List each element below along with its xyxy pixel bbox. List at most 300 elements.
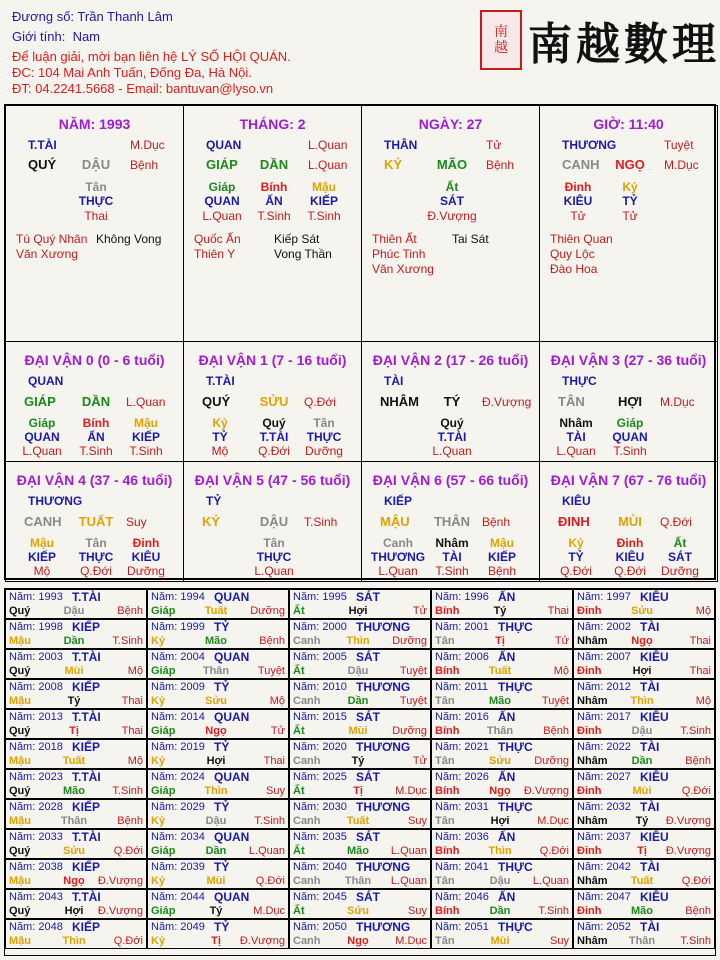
earthly-branch: DẦN bbox=[259, 157, 289, 172]
hidden-stem: Kỷ bbox=[568, 536, 584, 550]
life-stage: Bệnh bbox=[259, 635, 285, 647]
year-prefix: Năm: bbox=[293, 891, 320, 903]
ten-god-label: THƯƠNG bbox=[356, 860, 411, 874]
earthly-branch: SỬU bbox=[259, 394, 289, 409]
year-branch: Tị bbox=[211, 935, 221, 947]
year-branch: Tị bbox=[495, 635, 505, 647]
auspicious-star: Tú Quý Nhân bbox=[16, 232, 88, 246]
ten-god-label: QUAN bbox=[214, 890, 250, 904]
hidden-god: THỰC bbox=[306, 430, 342, 444]
year-cell bbox=[573, 679, 715, 709]
earthly-branch: MÙI bbox=[618, 514, 642, 529]
year-label bbox=[9, 681, 63, 693]
owner-line bbox=[12, 8, 173, 25]
year-branch: Thân bbox=[486, 725, 514, 737]
ten-god-label: TÀI bbox=[640, 920, 660, 934]
year-branch: Ngọ bbox=[489, 785, 511, 797]
pillar-title: THÁNG: 2 bbox=[239, 116, 306, 132]
life-stage: Mộ bbox=[695, 605, 711, 617]
year-branch: Thìn bbox=[204, 785, 228, 797]
life-stage: Q.Đới bbox=[304, 395, 336, 409]
year-number: 1999 bbox=[177, 621, 205, 633]
year-branch: Hợi bbox=[348, 605, 368, 617]
life-stage: Thai bbox=[689, 665, 711, 677]
hidden-god: KIẾP bbox=[309, 194, 339, 208]
hidden-stage: Tử bbox=[570, 209, 586, 223]
life-stage: Suy bbox=[126, 515, 147, 529]
ten-god-label: KIẾP bbox=[72, 800, 101, 814]
ten-god-label: KIẾP bbox=[384, 494, 413, 508]
ten-god-label: TÀI bbox=[640, 800, 660, 814]
year-number: 2029 bbox=[177, 801, 205, 813]
year-stem: Bính bbox=[435, 905, 460, 917]
ten-god-label: T.TÀI bbox=[72, 770, 101, 784]
year-cell bbox=[431, 829, 573, 859]
dai-van-title: ĐẠI VẬN 2 (17 - 26 tuổi) bbox=[372, 352, 529, 368]
hidden-stage: Thai bbox=[84, 209, 108, 223]
life-stage: Dưỡng bbox=[392, 725, 427, 737]
ten-god-label: SÁT bbox=[356, 590, 380, 604]
year-number: 2025 bbox=[319, 771, 347, 783]
year-cell bbox=[431, 919, 573, 949]
life-stage: Bệnh bbox=[685, 755, 711, 767]
year-stem: Ất bbox=[293, 725, 305, 737]
year-number: 2032 bbox=[603, 801, 631, 813]
year-prefix: Năm: bbox=[293, 651, 320, 663]
hidden-stage: Dưỡng bbox=[127, 564, 165, 578]
year-number: 2005 bbox=[319, 651, 347, 663]
life-stage: L.Quan bbox=[126, 395, 166, 409]
hidden-stem: Bính bbox=[82, 416, 110, 430]
life-stage: Mộ bbox=[127, 755, 143, 767]
year-branch: Sửu bbox=[630, 605, 654, 617]
ten-god-label: QUAN bbox=[214, 710, 250, 724]
hidden-god: SÁT bbox=[668, 550, 692, 564]
year-label bbox=[9, 741, 63, 753]
year-number: 2009 bbox=[177, 681, 205, 693]
year-branch: Tý bbox=[493, 605, 507, 617]
ten-god-label: T.TÀI bbox=[72, 590, 101, 604]
year-stem: Giáp bbox=[151, 605, 176, 617]
life-stage: Đ.Vượng bbox=[665, 815, 711, 827]
hidden-god: QUAN bbox=[204, 194, 240, 208]
year-branch: Ngọ bbox=[631, 635, 653, 647]
hidden-stem: Tân bbox=[313, 416, 335, 430]
year-number: 1993 bbox=[35, 591, 63, 603]
ten-god-label: THƯƠNG bbox=[356, 800, 411, 814]
hidden-god: T.TÀI bbox=[259, 430, 289, 444]
year-number: 2016 bbox=[461, 711, 489, 723]
year-label bbox=[151, 621, 205, 633]
seal-char: 南 bbox=[494, 24, 508, 40]
year-prefix: Năm: bbox=[435, 651, 462, 663]
ten-god-label: SÁT bbox=[356, 650, 380, 664]
life-stage: M.Dục bbox=[664, 158, 699, 172]
year-prefix: Năm: bbox=[9, 831, 36, 843]
hidden-god: THỰC bbox=[78, 550, 114, 564]
ten-god-label: KIÊU bbox=[640, 770, 669, 784]
year-cell bbox=[289, 619, 431, 649]
ten-god-label: SÁT bbox=[356, 710, 380, 724]
year-stem: Ất bbox=[293, 845, 305, 857]
year-prefix: Năm: bbox=[435, 801, 462, 813]
hidden-stage: T.Sinh bbox=[307, 209, 341, 223]
year-prefix: Năm: bbox=[435, 711, 462, 723]
year-prefix: Năm: bbox=[151, 921, 178, 933]
year-cell bbox=[431, 859, 573, 889]
ten-god-label: TÀI bbox=[384, 374, 404, 388]
heavenly-stem: QUÝ bbox=[28, 157, 57, 172]
pillar-title: NGÀY: 27 bbox=[418, 116, 483, 132]
year-branch: Hợi bbox=[490, 815, 510, 827]
year-cell bbox=[147, 859, 289, 889]
pillar-cell bbox=[183, 105, 362, 342]
year-stem: Kỷ bbox=[151, 635, 166, 647]
year-branch: Hợi bbox=[64, 905, 84, 917]
heavenly-stem: ĐINH bbox=[558, 514, 590, 529]
ten-god-label: TỶ bbox=[214, 860, 230, 874]
year-label bbox=[9, 921, 63, 933]
year-stem: Kỷ bbox=[151, 935, 166, 947]
year-stem: Ất bbox=[293, 605, 305, 617]
year-branch: Tuất bbox=[204, 605, 228, 617]
hidden-stage: Dưỡng bbox=[305, 444, 343, 458]
hidden-stage: T.Sinh bbox=[613, 444, 647, 458]
heavenly-stem: KỶ bbox=[202, 514, 221, 529]
year-stem: Mậu bbox=[9, 935, 31, 947]
year-cell bbox=[573, 829, 715, 859]
hidden-stem: Mậu bbox=[30, 536, 54, 550]
year-cell bbox=[289, 679, 431, 709]
heavenly-stem: TÂN bbox=[558, 394, 585, 409]
year-label bbox=[435, 771, 489, 783]
year-number: 2042 bbox=[603, 861, 631, 873]
year-number: 2036 bbox=[461, 831, 489, 843]
year-label bbox=[151, 831, 205, 843]
life-stage: Đ.Vượng bbox=[665, 845, 711, 857]
auspicious-star: Phúc Tinh bbox=[372, 247, 426, 261]
year-cell bbox=[147, 919, 289, 949]
year-label bbox=[293, 831, 347, 843]
year-prefix: Năm: bbox=[151, 801, 178, 813]
year-label bbox=[9, 621, 63, 633]
year-prefix: Năm: bbox=[151, 651, 178, 663]
star-label: Vong Thần bbox=[274, 247, 332, 261]
hidden-stage: Dưỡng bbox=[661, 564, 699, 578]
hidden-god: KIẾP bbox=[27, 550, 57, 564]
year-prefix: Năm: bbox=[577, 711, 604, 723]
year-branch: Dậu bbox=[489, 875, 511, 887]
hidden-god: TÀI bbox=[442, 550, 462, 564]
hidden-god: KIẾP bbox=[131, 430, 161, 444]
year-prefix: Năm: bbox=[435, 891, 462, 903]
dai-van-title: ĐẠI VẬN 7 (67 - 76 tuổi) bbox=[550, 472, 707, 488]
ten-god-label: THƯƠNG bbox=[356, 920, 411, 934]
ten-god-label: THỰC bbox=[498, 740, 533, 754]
year-label bbox=[435, 591, 489, 603]
year-cell bbox=[289, 709, 431, 739]
year-label bbox=[293, 861, 347, 873]
year-branch: Thân bbox=[628, 935, 656, 947]
ten-god-label: KIÊU bbox=[640, 650, 669, 664]
hidden-stage: L.Quan bbox=[378, 564, 418, 578]
year-number: 2048 bbox=[35, 921, 63, 933]
star-label: Kiếp Sát bbox=[274, 232, 320, 246]
year-branch: Tị bbox=[353, 785, 363, 797]
year-stem: Kỷ bbox=[151, 875, 166, 887]
year-label bbox=[577, 771, 631, 783]
hidden-stem: Tân bbox=[85, 180, 107, 194]
gender-value: Nam bbox=[72, 29, 101, 44]
year-label bbox=[9, 711, 63, 723]
year-number: 2037 bbox=[603, 831, 631, 843]
hidden-god: ẤN bbox=[87, 430, 105, 444]
ten-god-label: QUAN bbox=[214, 650, 250, 664]
hidden-stem: Đinh bbox=[616, 536, 644, 550]
year-cell bbox=[289, 769, 431, 799]
year-label bbox=[435, 801, 489, 813]
year-number: 2040 bbox=[319, 861, 347, 873]
hidden-god: ẤN bbox=[265, 194, 283, 208]
heavenly-stem: CANH bbox=[24, 514, 62, 529]
year-stem: Ất bbox=[293, 665, 305, 677]
hidden-stem: Kỷ bbox=[622, 180, 638, 194]
year-prefix: Năm: bbox=[293, 621, 320, 633]
chart-header bbox=[0, 0, 720, 104]
ten-god-label: THỰC bbox=[498, 620, 533, 634]
year-branch: Mùi bbox=[206, 875, 226, 887]
hidden-god: KIẾP bbox=[487, 550, 517, 564]
hidden-stage: Q.Đới bbox=[80, 564, 112, 578]
life-stage: M.Dục bbox=[537, 815, 569, 827]
hidden-stem: Quý bbox=[440, 416, 464, 430]
year-cell bbox=[289, 859, 431, 889]
ten-god-label: Tử bbox=[486, 138, 502, 152]
year-stem: Tân bbox=[435, 755, 455, 767]
year-prefix: Năm: bbox=[577, 801, 604, 813]
ten-god-label: KIÊU bbox=[640, 890, 669, 904]
ten-god-label: T.TÀI bbox=[72, 710, 101, 724]
life-stage: Bệnh bbox=[486, 158, 515, 172]
hidden-stem: Ất bbox=[445, 180, 459, 194]
year-number: 2020 bbox=[319, 741, 347, 753]
year-label bbox=[577, 921, 631, 933]
auspicious-star: Thiên Ất bbox=[372, 232, 417, 246]
year-stem: Mậu bbox=[9, 755, 31, 767]
year-label bbox=[435, 621, 489, 633]
year-cell bbox=[431, 889, 573, 919]
year-number: 2023 bbox=[35, 771, 63, 783]
year-label bbox=[435, 921, 489, 933]
ten-god-label: KIÊU bbox=[640, 710, 669, 724]
ten-god-label: ẤN bbox=[498, 650, 516, 664]
year-label bbox=[9, 771, 63, 783]
year-number: 1996 bbox=[461, 591, 489, 603]
year-number: 2041 bbox=[461, 861, 489, 873]
life-stage: Q.Đới bbox=[681, 785, 711, 797]
year-stem: Bính bbox=[435, 605, 460, 617]
year-number: 1997 bbox=[603, 591, 631, 603]
year-number: 2031 bbox=[461, 801, 489, 813]
dai-van-cell bbox=[183, 341, 362, 462]
hidden-stem: Quý bbox=[262, 416, 286, 430]
hidden-god: TỶ bbox=[568, 550, 584, 564]
year-cell bbox=[5, 679, 147, 709]
year-prefix: Năm: bbox=[9, 591, 36, 603]
heavenly-stem: NHÂM bbox=[380, 394, 419, 409]
year-stem: Canh bbox=[293, 935, 321, 947]
year-stem: Đinh bbox=[577, 725, 602, 737]
life-stage: Tử bbox=[554, 635, 569, 647]
year-number: 2011 bbox=[461, 681, 488, 693]
life-stage: Dưỡng bbox=[534, 755, 569, 767]
year-branch: Dậu bbox=[631, 725, 653, 737]
owner-name: Trần Thanh Lâm bbox=[77, 9, 173, 24]
life-stage: Bệnh bbox=[543, 725, 569, 737]
year-cell bbox=[289, 889, 431, 919]
life-stage: Bệnh bbox=[685, 905, 711, 917]
year-stem: Đinh bbox=[577, 665, 602, 677]
life-stage: Thai bbox=[547, 605, 569, 617]
year-label bbox=[151, 801, 205, 813]
earthly-branch: MÃO bbox=[436, 157, 468, 172]
year-prefix: Năm: bbox=[293, 861, 320, 873]
year-cell bbox=[289, 829, 431, 859]
ten-god-label: THƯƠNG bbox=[356, 740, 411, 754]
year-branch: Thìn bbox=[488, 845, 512, 857]
year-branch: Mão bbox=[205, 635, 227, 647]
year-cell bbox=[573, 769, 715, 799]
year-number: 2004 bbox=[177, 651, 205, 663]
year-branch: Hợi bbox=[632, 665, 652, 677]
life-stage: Đ.Vượng bbox=[482, 395, 532, 409]
year-branch: Thân bbox=[60, 815, 88, 827]
year-cell bbox=[431, 709, 573, 739]
year-label bbox=[435, 831, 489, 843]
year-cell bbox=[5, 649, 147, 679]
year-prefix: Năm: bbox=[577, 921, 604, 933]
ten-god-label: ẤN bbox=[498, 830, 516, 844]
life-stage: Tử bbox=[412, 755, 427, 767]
life-stage: M.Dục bbox=[660, 395, 695, 409]
year-number: 2015 bbox=[319, 711, 347, 723]
year-prefix: Năm: bbox=[577, 831, 604, 843]
year-number: 2012 bbox=[603, 681, 631, 693]
year-label bbox=[435, 651, 489, 663]
year-prefix: Năm: bbox=[151, 591, 178, 603]
ten-god-label: ẤN bbox=[498, 770, 516, 784]
ten-god-label: KIẾP bbox=[72, 680, 101, 694]
year-cell bbox=[573, 859, 715, 889]
year-prefix: Năm: bbox=[151, 711, 178, 723]
year-branch: Ngọ bbox=[205, 725, 227, 737]
year-label bbox=[151, 891, 205, 903]
hidden-stage: Mộ bbox=[33, 564, 51, 578]
hidden-god: SÁT bbox=[440, 194, 464, 208]
life-stage: T.Sinh bbox=[112, 785, 143, 797]
ten-god-label: THƯƠNG bbox=[356, 620, 411, 634]
ten-god-label: THƯƠNG bbox=[562, 138, 617, 152]
year-label bbox=[151, 681, 205, 693]
ten-god-label: QUAN bbox=[214, 590, 250, 604]
phone-email-line: ĐT: 04.2241.5668 - Email: bantuvan@lyso.vn bbox=[12, 81, 274, 96]
year-label bbox=[435, 861, 489, 873]
year-branch: Dậu bbox=[205, 815, 227, 827]
year-stem: Quý bbox=[9, 845, 31, 857]
year-cell bbox=[147, 589, 289, 619]
year-number: 2049 bbox=[177, 921, 205, 933]
hidden-god: QUAN bbox=[24, 430, 60, 444]
ten-god-label: Tuyệt bbox=[664, 138, 694, 152]
year-stem: Giáp bbox=[151, 725, 176, 737]
year-branch: Dần bbox=[63, 635, 85, 647]
ten-god-label: TỶ bbox=[214, 740, 230, 754]
year-prefix: Năm: bbox=[577, 891, 604, 903]
year-branch: Mùi bbox=[632, 785, 652, 797]
life-stage: L.Quan bbox=[248, 845, 285, 857]
hidden-stem: Kỷ bbox=[212, 416, 228, 430]
life-stage: Thai bbox=[121, 725, 143, 737]
hidden-stem: Mậu bbox=[134, 416, 158, 430]
name-label: Đương số: bbox=[12, 9, 75, 24]
year-number: 2002 bbox=[603, 621, 631, 633]
hidden-god: TÀI bbox=[566, 430, 586, 444]
hidden-stage: T.Sinh bbox=[435, 564, 469, 578]
life-stage: Q.Đới bbox=[660, 515, 692, 529]
hidden-stage: T.Sinh bbox=[257, 209, 291, 223]
year-branch: Mùi bbox=[64, 665, 84, 677]
year-number: 2022 bbox=[603, 741, 631, 753]
year-stem: Canh bbox=[293, 695, 321, 707]
gender-line bbox=[12, 28, 100, 45]
ten-god-label: QUAN bbox=[206, 138, 242, 152]
hidden-stem: Tân bbox=[263, 536, 285, 550]
life-stage: Thai bbox=[689, 635, 711, 647]
auspicious-star: Thiên Quan bbox=[550, 232, 613, 246]
year-cell bbox=[5, 769, 147, 799]
ten-god-label: KIẾP bbox=[72, 620, 101, 634]
year-label bbox=[577, 591, 631, 603]
year-label bbox=[151, 921, 205, 933]
year-label bbox=[151, 771, 205, 783]
year-number: 2010 bbox=[319, 681, 347, 693]
year-stem: Nhâm bbox=[577, 875, 608, 887]
hidden-god: THỰC bbox=[78, 194, 114, 208]
year-label bbox=[9, 801, 63, 813]
year-prefix: Năm: bbox=[293, 681, 320, 693]
year-label bbox=[577, 711, 631, 723]
year-branch: Mão bbox=[347, 845, 369, 857]
earthly-branch: HỢI bbox=[617, 394, 643, 409]
ten-god-label: TỶ bbox=[206, 494, 222, 508]
year-number: 2014 bbox=[177, 711, 205, 723]
ten-god-label: TÀI bbox=[640, 740, 660, 754]
ten-god-label: ẤN bbox=[498, 590, 516, 604]
year-branch: Thìn bbox=[62, 935, 86, 947]
year-label bbox=[577, 861, 631, 873]
life-stage: Đ.Vượng bbox=[523, 785, 569, 797]
year-cell bbox=[431, 649, 573, 679]
ten-god-label: KIÊU bbox=[562, 494, 591, 508]
year-cell bbox=[5, 859, 147, 889]
year-number: 2019 bbox=[177, 741, 205, 753]
year-cell bbox=[147, 709, 289, 739]
year-cell bbox=[289, 799, 431, 829]
year-stem: Nhâm bbox=[577, 755, 608, 767]
life-stage: Bệnh bbox=[117, 815, 143, 827]
dai-van-cell bbox=[183, 461, 362, 582]
hidden-god: QUAN bbox=[612, 430, 648, 444]
